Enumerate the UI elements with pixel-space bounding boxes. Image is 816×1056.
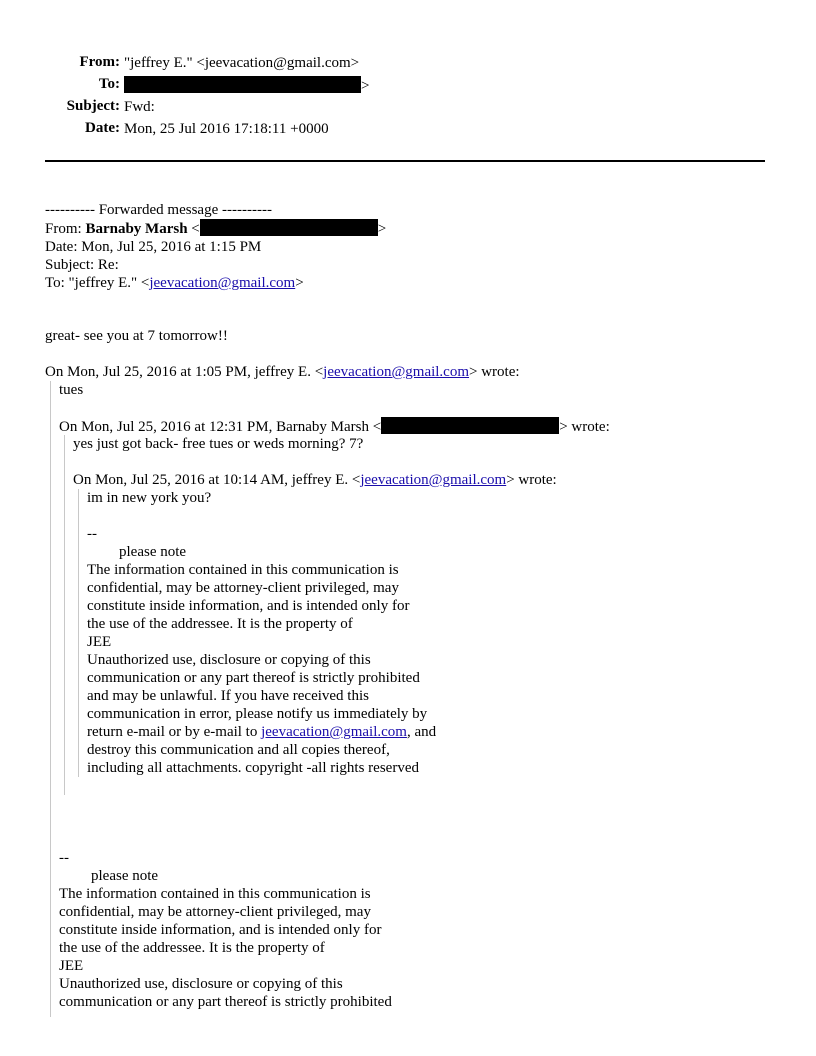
email-link[interactable]: jeevacation@gmail.com	[261, 724, 407, 740]
email-link[interactable]: jeevacation@gmail.com	[323, 364, 470, 380]
signature-line: confidential, may be attorney-client privileged, may	[87, 580, 399, 596]
signature-line: constitute inside information, and is intended only for	[87, 598, 410, 614]
forward-to-line: To: "jeffrey E." <jeevacation@gmail.com>	[45, 275, 304, 291]
signature-note: please note	[119, 544, 187, 560]
quote3-text: im in new york you?	[87, 490, 212, 506]
body-text: great- see you at 7 tomorrow!!	[45, 328, 228, 344]
email-link[interactable]: jeevacation@gmail.com	[149, 275, 296, 291]
signature-line: communication or any part thereof is strictly prohibited	[59, 994, 392, 1010]
forward-date-line: Date: Mon, Jul 25, 2016 at 1:15 PM	[45, 239, 262, 255]
signature-dashes: --	[59, 850, 69, 866]
sender-name: Barnaby Marsh	[85, 221, 188, 237]
signature-line: constitute inside information, and is intended only for	[59, 922, 382, 938]
signature-line: Unauthorized use, disclosure or copying of this	[59, 976, 343, 992]
to-value	[124, 76, 369, 95]
signature-line: the use of the addressee. It is the property of	[59, 940, 325, 956]
from-value: "jeffrey E." <jeevacation@gmail.com>	[124, 55, 360, 71]
signature-line: the use of the addressee. It is the property of	[87, 616, 353, 632]
signature-line: The information contained in this communication is	[87, 562, 399, 578]
signature-line: including all attachments. copyright -all rights reserved	[87, 760, 419, 776]
signature-line: JEE	[87, 634, 112, 650]
signature-line: The information contained in this communication is	[59, 886, 371, 902]
signature2-block	[59, 849, 392, 1011]
signature-line: and may be unlawful. If you have received this	[87, 688, 369, 704]
date-label: Date:	[85, 120, 120, 136]
quote2-attribution: On Mon, Jul 25, 2016 at 12:31 PM, Barnaby Marsh < > wrote:	[59, 419, 610, 435]
forward-subject-line: Subject: Re:	[45, 257, 119, 273]
from-label: From:	[79, 54, 120, 70]
signature-line: JEE	[59, 958, 84, 974]
signature-line: communication or any part thereof is strictly prohibited	[87, 670, 420, 686]
forward-from-line: From: Barnaby Marsh < >	[45, 221, 387, 237]
subject-value: Fwd:	[124, 99, 155, 115]
to-suffix: >	[361, 78, 370, 94]
signature-note: please note	[91, 868, 159, 884]
email-link[interactable]: jeevacation@gmail.com	[360, 472, 507, 488]
header-divider	[45, 160, 765, 162]
quote3-bar	[78, 489, 79, 777]
signature-line: confidential, may be attorney-client privileged, may	[59, 904, 371, 920]
signature-dashes: --	[87, 526, 97, 542]
signature-block	[87, 525, 436, 777]
signature-line: Unauthorized use, disclosure or copying of this	[87, 652, 371, 668]
date-value: Mon, 25 Jul 2016 17:18:11 +0000	[124, 121, 329, 137]
quote2-bar	[64, 435, 65, 795]
forwarded-header	[45, 201, 386, 292]
redaction-block	[381, 417, 559, 434]
quote2-text: yes just got back- free tues or weds morning? 7?	[73, 436, 364, 452]
signature-line: destroy this communication and all copies thereof,	[87, 742, 390, 758]
quote3-attribution: On Mon, Jul 25, 2016 at 10:14 AM, jeffrey E. <jeevacation@gmail.com> wrote:	[73, 472, 557, 488]
signature-email-line: return e-mail or by e-mail to jeevacation@gmail.com, and	[87, 724, 437, 740]
signature-line: communication in error, please notify us immediately by	[87, 706, 428, 722]
quote1-attribution: On Mon, Jul 25, 2016 at 1:05 PM, jeffrey E. <jeevacation@gmail.com> wrote:	[45, 364, 520, 380]
redaction-block	[124, 76, 361, 93]
quote1-text: tues	[59, 382, 84, 398]
redaction-block	[200, 219, 378, 236]
quote1-bar	[50, 381, 51, 1017]
subject-label: Subject:	[66, 98, 120, 114]
forward-divider: ---------- Forwarded message ----------	[45, 202, 272, 218]
to-label: To:	[98, 76, 120, 92]
